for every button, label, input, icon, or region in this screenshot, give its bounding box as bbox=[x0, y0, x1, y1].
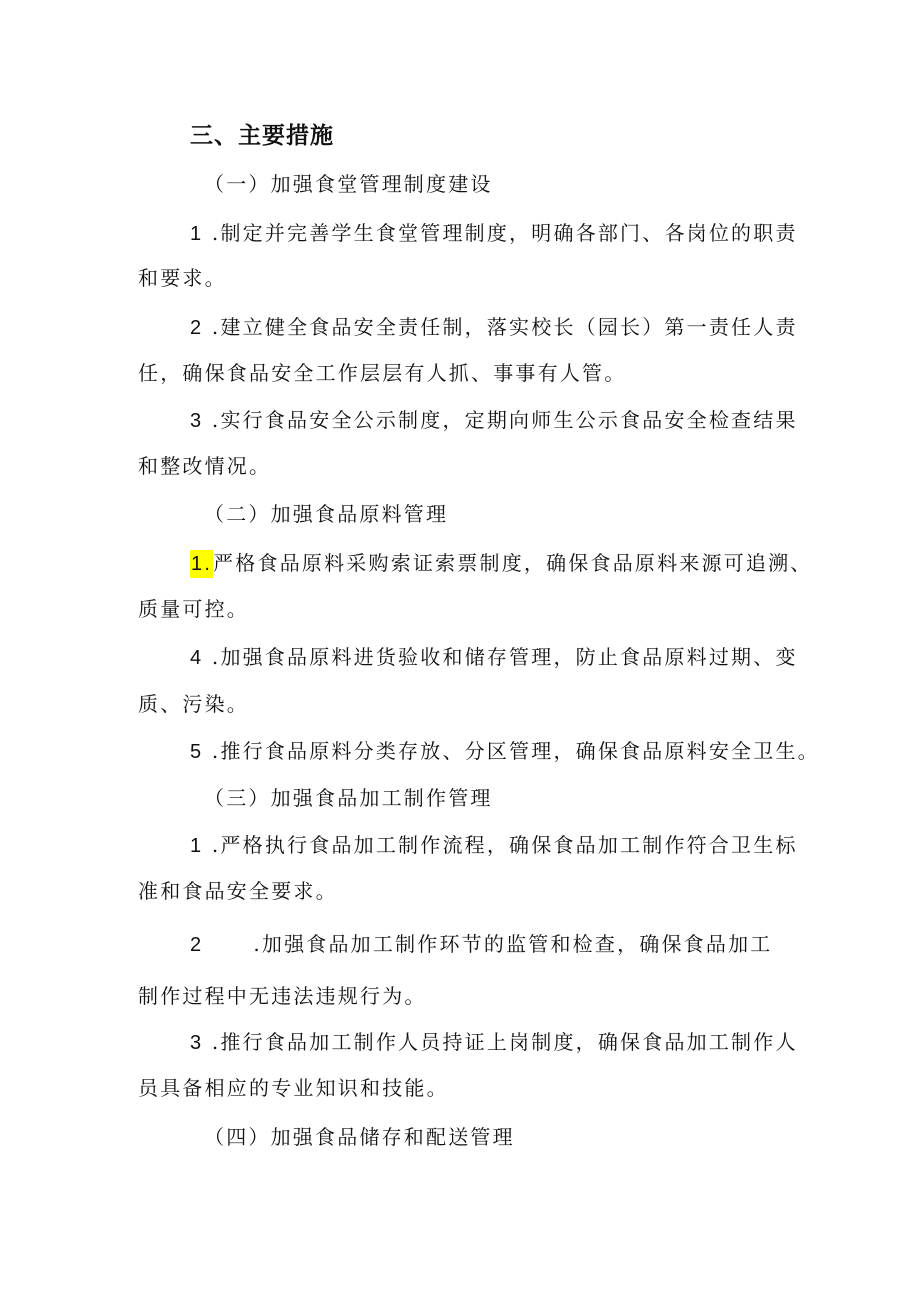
item-number: 2 bbox=[190, 317, 204, 339]
item-text: .制定并完善学生食堂管理制度，明确各部门、各岗位的职责 bbox=[211, 221, 798, 245]
paragraph-1-3-line-1 bbox=[190, 406, 798, 435]
paragraph-2-3-line-1 bbox=[190, 737, 820, 766]
item-text: .推行食品加工制作人员持证上岗制度，确保食品加工制作人 bbox=[211, 1030, 798, 1054]
highlighted-item-number: 1. bbox=[190, 550, 213, 578]
paragraph-3-3-line-2: 员具备相应的专业知识和技能。 bbox=[138, 1076, 449, 1100]
paragraph-1-3-line-2: 和整改情况。 bbox=[138, 454, 272, 478]
subsection-title-3: （三）加强食品加工制作管理 bbox=[204, 786, 493, 810]
paragraph-3-2-line-1 bbox=[190, 930, 773, 959]
subsection-title-1: （一）加强食堂管理制度建设 bbox=[204, 172, 493, 196]
item-text: .加强食品原料进货验收和储存管理，防止食品原料过期、变 bbox=[211, 645, 798, 669]
paragraph-3-1-line-1 bbox=[190, 831, 798, 860]
paragraph-3-3-line-1 bbox=[190, 1028, 798, 1057]
item-number: 3 bbox=[190, 410, 204, 432]
paragraph-1-2-line-1 bbox=[190, 313, 798, 342]
paragraph-2-2-line-2: 质、污染。 bbox=[138, 692, 249, 716]
subsection-title-4: （四）加强食品储存和配送管理 bbox=[204, 1125, 515, 1149]
item-text: .实行食品安全公示制度，定期向师生公示食品安全检查结果 bbox=[211, 408, 798, 432]
item-number: 3 bbox=[190, 1032, 204, 1054]
paragraph-3-2-line-2: 制作过程中无违法违规行为。 bbox=[138, 984, 427, 1008]
item-number: 1 bbox=[190, 835, 204, 857]
item-number: 4 bbox=[190, 647, 204, 669]
item-text: .推行食品原料分类存放、分区管理，确保食品原料安全卫生。 bbox=[211, 739, 820, 763]
item-text: 严格食品原料采购索证索票制度，确保食品原料来源可追溯、 bbox=[213, 551, 813, 575]
item-text: .严格执行食品加工制作流程，确保食品加工制作符合卫生标 bbox=[211, 833, 798, 857]
section-heading: 三、主要措施 bbox=[190, 123, 334, 149]
paragraph-1-1-line-2: 和要求。 bbox=[138, 266, 227, 290]
subsection-title-2: （二）加强食品原料管理 bbox=[204, 502, 449, 526]
item-text: .加强食品加工制作环节的监管和检查，确保食品加工 bbox=[253, 932, 773, 956]
paragraph-2-2-line-1 bbox=[190, 643, 798, 672]
item-number: 2 bbox=[190, 934, 204, 956]
paragraph-1-2-line-2: 任，确保食品安全工作层层有人抓、事事有人管。 bbox=[138, 361, 627, 385]
paragraph-1-1-line-1 bbox=[190, 219, 798, 248]
paragraph-2-1-line-1 bbox=[190, 549, 813, 578]
item-text: .建立健全食品安全责任制，落实校长（园长）第一责任人责 bbox=[211, 315, 798, 339]
item-number: 5 bbox=[190, 741, 204, 763]
paragraph-2-1-line-2: 质量可控。 bbox=[138, 597, 249, 621]
paragraph-3-1-line-2: 准和食品安全要求。 bbox=[138, 879, 338, 903]
item-number: 1 bbox=[190, 223, 204, 245]
